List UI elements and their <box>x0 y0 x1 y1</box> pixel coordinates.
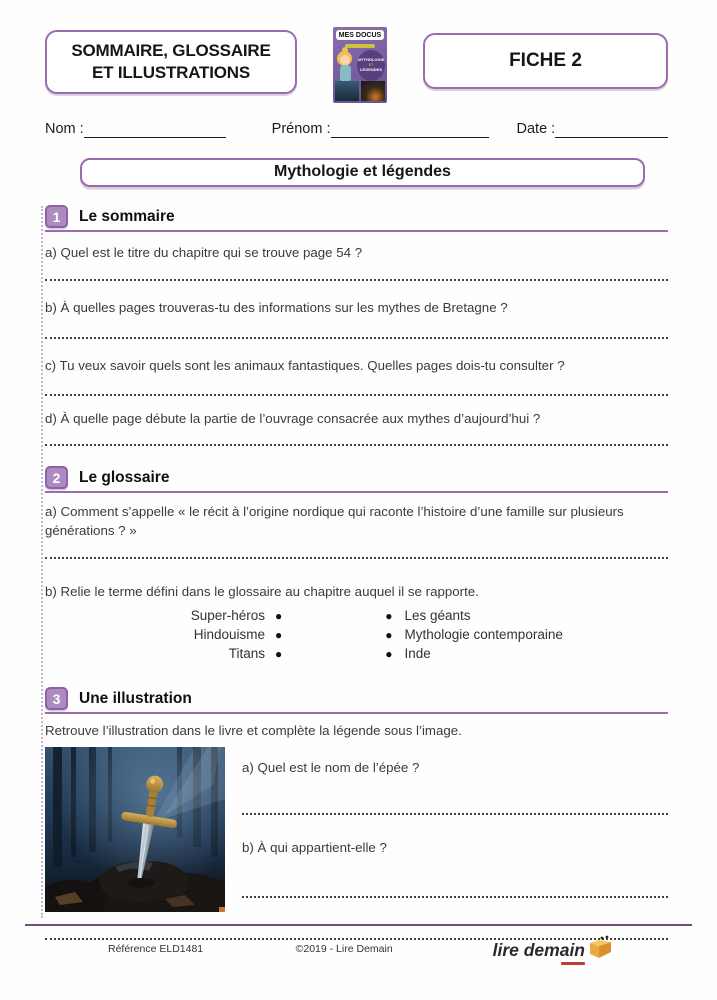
publisher-logo <box>493 935 613 962</box>
answer-line-3a <box>242 813 668 815</box>
cover-title-line: LÉGENDES <box>359 67 382 73</box>
book-cover-thumbnail <box>333 27 387 103</box>
match-chapter: Les géants <box>404 608 471 624</box>
answer-line-2a <box>45 557 668 559</box>
section-1-number-badge: 1 <box>45 205 68 228</box>
section-2-number-badge: 2 <box>45 466 68 489</box>
answer-line-3b <box>242 896 668 898</box>
match-term: Super-héros <box>190 608 265 624</box>
question-1b: b) À quelles pages trouveras-tu des informations sur les mythes de Bretagne ? <box>45 299 508 315</box>
cover-photo <box>361 81 385 101</box>
matching-exercise <box>45 606 668 663</box>
question-2b: b) Relie le terme défini dans le glossaire au chapitre auquel il se rapporte. <box>45 583 479 599</box>
cover-character-illustration <box>340 65 351 81</box>
illustration-questions <box>242 747 668 912</box>
section-3-title: Une illustration <box>79 689 192 707</box>
identity-row <box>45 121 668 138</box>
cover-title-oval <box>357 50 385 81</box>
section-3-instruction: Retrouve l’illustration dans le livre et complète la légende sous l’image. <box>45 723 462 739</box>
firstname-write-line <box>331 123 489 138</box>
date-write-line <box>555 123 668 138</box>
publisher-logo-subtext <box>561 962 585 965</box>
question-3b: b) À qui appartient-elle ? <box>242 840 387 856</box>
topic-line-2: ET ILLUSTRATIONS <box>92 63 250 83</box>
page-footer <box>0 924 717 979</box>
left-dotted-guide-line <box>41 206 43 918</box>
name-label: Nom : <box>45 121 84 137</box>
question-1d: d) À quelle page débute la partie de l’ouvrage consacrée aux mythes d’aujourd’hui ? <box>45 410 541 426</box>
answer-line-1d <box>45 444 668 446</box>
answer-line-1a <box>45 279 668 281</box>
worksheet-title: Mythologie et légendes <box>80 158 645 187</box>
bullet-dot-icon: ● <box>385 608 393 623</box>
fiche-label: FICHE 2 <box>509 50 582 71</box>
illustration-block <box>45 747 668 912</box>
footer-divider <box>25 924 692 926</box>
matching-row <box>45 625 668 644</box>
firstname-label: Prénom : <box>271 121 331 137</box>
name-write-line <box>84 123 226 138</box>
match-chapter: Mythologie contemporaine <box>404 627 563 643</box>
cover-character-illustration <box>342 47 348 53</box>
bullet-dot-icon: ● <box>275 646 283 661</box>
section-2-title: Le glossaire <box>79 468 170 486</box>
question-3a: a) Quel est le nom de l’épée ? <box>242 759 420 775</box>
section-3-header <box>45 687 668 714</box>
matching-row <box>45 644 668 663</box>
match-term: Hindouisme <box>193 627 265 643</box>
cover-photo <box>335 81 359 101</box>
bullet-dot-icon: ● <box>275 627 283 642</box>
open-book-icon <box>587 935 613 962</box>
worksheet-topic-box <box>45 30 297 94</box>
publisher-logo-text <box>493 940 585 961</box>
cover-photo-strip <box>335 81 385 101</box>
section-1-title: Le sommaire <box>79 207 175 225</box>
publisher-name: lire demain <box>492 940 585 960</box>
date-label: Date : <box>516 121 556 137</box>
question-1a: a) Quel est le titre du chapitre qui se trouve page 54 ? <box>45 245 363 260</box>
answer-line-1b <box>45 337 668 339</box>
book-series-label: MES DOCUS <box>336 30 384 40</box>
reference-code: Référence ELD1481 <box>108 943 204 955</box>
cover-character-illustration <box>340 55 350 65</box>
bullet-dot-icon: ● <box>275 608 283 623</box>
fiche-number-box <box>423 33 668 89</box>
match-term: Titans <box>228 646 265 662</box>
question-1c: c) Tu veux savoir quels sont les animaux fantastiques. Quelles pages dois-tu consulter ? <box>45 358 565 374</box>
topic-line-1: SOMMAIRE, GLOSSAIRE <box>71 41 271 60</box>
cover-title-connector: ET <box>368 62 374 67</box>
cover-banner <box>345 44 375 48</box>
answer-line-1c <box>45 394 668 396</box>
match-chapter: Inde <box>404 646 431 662</box>
bullet-dot-icon: ● <box>385 627 393 642</box>
question-2a: a) Comment s’appelle « le récit à l’origine nordique qui raconte l’histoire d’une famille sur plusieurs générations ? » <box>45 504 624 539</box>
section-1-header <box>45 205 668 232</box>
footer-row <box>0 935 717 979</box>
page-header <box>45 30 668 103</box>
matching-row <box>45 606 668 625</box>
copyright-text: ©2019 - Lire Demain <box>295 943 393 955</box>
bullet-dot-icon: ● <box>385 646 393 661</box>
sword-in-stone-photo <box>45 747 225 912</box>
section-2-header <box>45 466 668 493</box>
section-3-number-badge: 3 <box>45 687 68 710</box>
cover-title-line: MYTHOLOGIE <box>357 57 385 63</box>
